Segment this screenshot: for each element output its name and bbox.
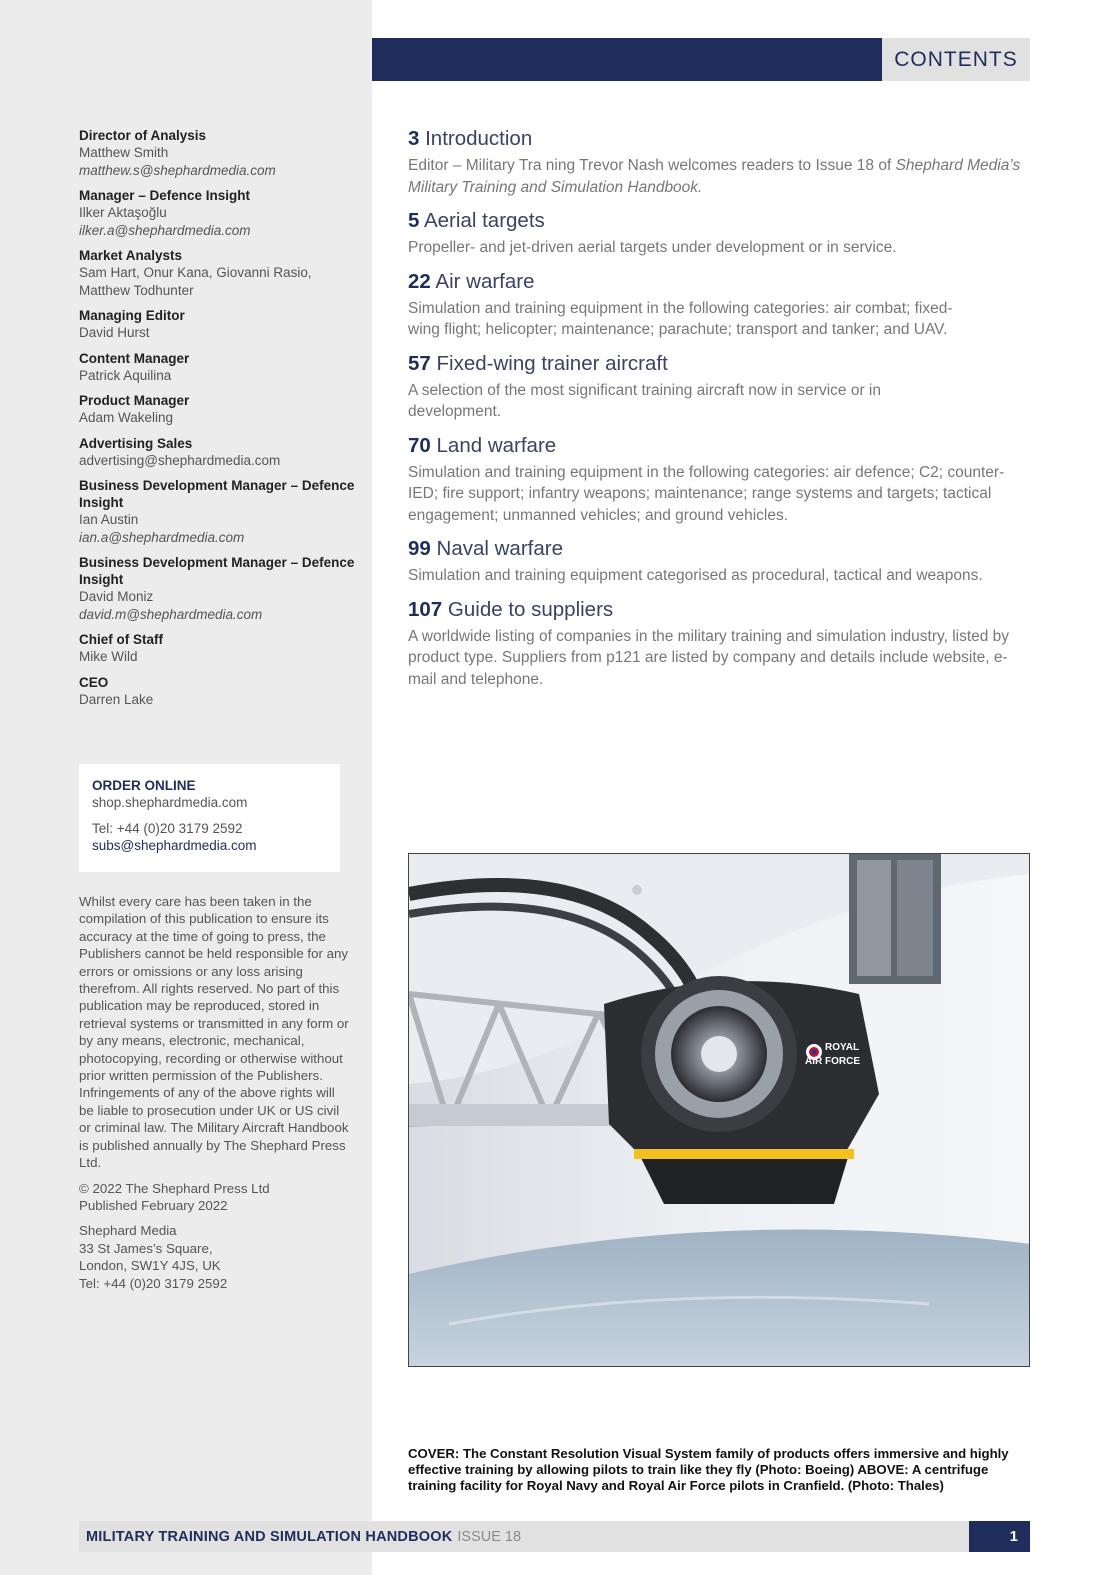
staff-block: [79, 350, 359, 385]
order-email-link[interactable]: subs@shephardmedia.com: [92, 838, 257, 853]
toc-title[interactable]: Fixed-wing trainer aircraft: [436, 351, 668, 375]
photo-caption: COVER: The Constant Resolution Visual System family of products offers immersive and highly effective training by allowing pilots to train like they fly (Photo: Boeing) ABOVE: A centrifuge training facility for Royal Navy and Royal Air Force pilots in Cranfield. (Photo: Thales): [408, 1446, 1009, 1494]
gondola-label-line1: ROYAL: [825, 1042, 860, 1053]
staff-email[interactable]: ian.a@shephardmedia.com: [79, 529, 245, 545]
staff-block: [79, 187, 359, 239]
toc-description-italic: Shephard Media’s Military Training and Simulation Handbook.: [408, 157, 1021, 196]
address-line: London, SW1Y 4JS, UK: [79, 1258, 221, 1274]
table-of-contents: [408, 126, 1030, 700]
toc-page-number: 57: [408, 351, 431, 375]
staff-block: [79, 127, 359, 179]
legal-notice: [79, 893, 351, 1292]
toc-entry[interactable]: [408, 208, 1030, 259]
toc-entry[interactable]: [408, 597, 1030, 691]
staff-name: Matthew Todhunter: [79, 282, 194, 298]
ceiling-light: [632, 885, 642, 895]
staff-name: Ilker Aktaşoğlu: [79, 205, 167, 220]
copyright-block: [79, 1180, 351, 1215]
order-online-box: [79, 764, 340, 872]
page-number: 1: [969, 1521, 1030, 1552]
staff-name: Darren Lake: [79, 691, 154, 707]
page-title: CONTENTS: [894, 47, 1018, 71]
toc-page-number: 22: [408, 269, 431, 293]
staff-role: Product Manager: [79, 393, 190, 408]
staff-name: Adam Wakeling: [79, 410, 174, 425]
published-date: Published February 2022: [79, 1197, 228, 1213]
toc-entry[interactable]: [408, 536, 1030, 587]
toc-entry[interactable]: [408, 126, 1030, 198]
disclaimer: Whilst every care has been taken in the compilation of this publication to ensure its accuracy at the time of going to press, the Publishers cannot be held responsible for any errors or omissions or any loss arising therefrom. All rights reserved. No part of this publication may be reproduced, stored in retrieval systems or transmitted in any form or by any means, electronic, mechanical, photocopying, recording or otherwise without prior written permission of the Publishers. Infringements of any of the above rights will be liable to prosecution under UK or US civil or criminal law. The Military Aircraft Handbook is published annually by The Shephard Press Ltd.: [79, 894, 349, 1171]
staff-email[interactable]: ilker.a@shephardmedia.com: [79, 222, 251, 238]
staff-role: Chief of Staff: [79, 632, 163, 647]
staff-role: Director of Analysis: [79, 128, 207, 143]
staff-name: David Moniz: [79, 589, 154, 604]
address-block: [79, 1222, 351, 1292]
staff-role: Advertising Sales: [79, 435, 193, 451]
centrifuge-photo: [408, 853, 1030, 1367]
publication-title: MILITARY TRAINING AND SIMULATION HANDBOOK: [86, 1528, 453, 1545]
staff-role: Content Manager: [79, 350, 190, 366]
toc-description: A selection of the most significant training aircraft now in service or in development.: [408, 381, 881, 420]
order-title: ORDER ONLINE: [92, 778, 196, 793]
order-site-link[interactable]: shop.shephardmedia.com: [92, 795, 248, 810]
staff-name: David Hurst: [79, 325, 150, 340]
header-bar: [372, 38, 882, 81]
issue-label: ISSUE 18: [457, 1528, 522, 1545]
staff-role: Market Analysts: [79, 248, 183, 263]
toc-page-number: 5: [408, 209, 420, 232]
staff-name: Mike Wild: [79, 649, 138, 664]
staff-role: Business Development Manager – Defence Insight: [79, 555, 355, 587]
toc-entry[interactable]: [408, 433, 1030, 527]
staff-block: [79, 631, 359, 666]
staff-block: [79, 674, 359, 709]
staff-role: Managing Editor: [79, 308, 185, 323]
toc-entry[interactable]: [408, 351, 1030, 423]
staff-block: [79, 307, 359, 342]
order-telephone: Tel: +44 (0)20 3179 2592: [92, 820, 243, 836]
staff-role: Manager – Defence Insight: [79, 188, 251, 203]
staff-email[interactable]: david.m@shephardmedia.com: [79, 606, 263, 622]
staff-role: Business Development Manager – Defence Insight: [79, 478, 355, 510]
toc-description: Simulation and training equipment in the following categories: air defence; C2; counter-IED; fire support; infantry weapons; maintenance; range systems and targets; tactical engagement; unmanned vehicles; and ground vehicles.: [408, 463, 1005, 524]
staff-role: CEO: [79, 674, 109, 690]
toc-title[interactable]: Introduction: [425, 127, 533, 150]
toc-title[interactable]: Land warfare: [436, 433, 557, 457]
toc-title[interactable]: Air warfare: [435, 269, 535, 293]
staff-name: Ian Austin: [79, 512, 139, 527]
staff-name: Sam Hart, Onur Kana, Giovanni Rasio,: [79, 265, 312, 280]
toc-title[interactable]: Guide to suppliers: [447, 597, 614, 621]
toc-description: Editor – Military Tra ning Trevor Nash welcomes readers to Issue 18 of Shephard Media’s Military Training and Simulation Handbook.: [408, 157, 1021, 196]
toc-entry[interactable]: [408, 269, 1030, 341]
gondola-label-line2: AIR FORCE: [805, 1056, 860, 1067]
staff-name: Matthew Smith: [79, 145, 169, 160]
staff-name: Patrick Aquilina: [79, 367, 172, 383]
staff-email-link[interactable]: advertising@shephardmedia.com: [79, 452, 281, 468]
copyright: © 2022 The Shephard Press Ltd: [79, 1180, 270, 1196]
toc-description: Simulation and training equipment categorised as procedural, tactical and weapons.: [408, 567, 983, 584]
toc-title[interactable]: Naval warfare: [436, 537, 563, 560]
staff-block: [79, 477, 359, 546]
centrifuge-illustration: [409, 854, 1030, 1367]
address-line: Tel: +44 (0)20 3179 2592: [79, 1275, 228, 1291]
staff-block: [79, 247, 359, 299]
window: [849, 854, 941, 984]
staff-block: [79, 554, 359, 623]
address-line: 33 St James’s Square,: [79, 1240, 213, 1256]
toc-page-number: 3: [408, 127, 420, 150]
toc-page-number: 99: [408, 537, 431, 560]
toc-description: A worldwide listing of companies in the military training and simulation industry, listed by product type. Suppliers from p121 are listed by company and details include website, e-mail and telephone.: [408, 627, 1010, 688]
toc-title[interactable]: Aerial targets: [423, 209, 545, 232]
staff-block: [79, 392, 359, 427]
footer-bar: [79, 1521, 969, 1552]
toc-page-number: 107: [408, 597, 443, 621]
toc-description: Propeller- and jet-driven aerial targets under development or in service.: [408, 239, 897, 256]
header-tab: [882, 38, 1030, 81]
staff-list: [79, 127, 359, 716]
address-line: Shephard Media: [79, 1223, 177, 1239]
toc-description: Simulation and training equipment in the following categories: air combat; fixed-wing flight; helicopter; maintenance; parachute; transport and tanker; and UAV.: [408, 299, 953, 338]
staff-block: [79, 435, 359, 470]
toc-page-number: 70: [408, 433, 431, 457]
staff-email[interactable]: matthew.s@shephardmedia.com: [79, 162, 276, 178]
